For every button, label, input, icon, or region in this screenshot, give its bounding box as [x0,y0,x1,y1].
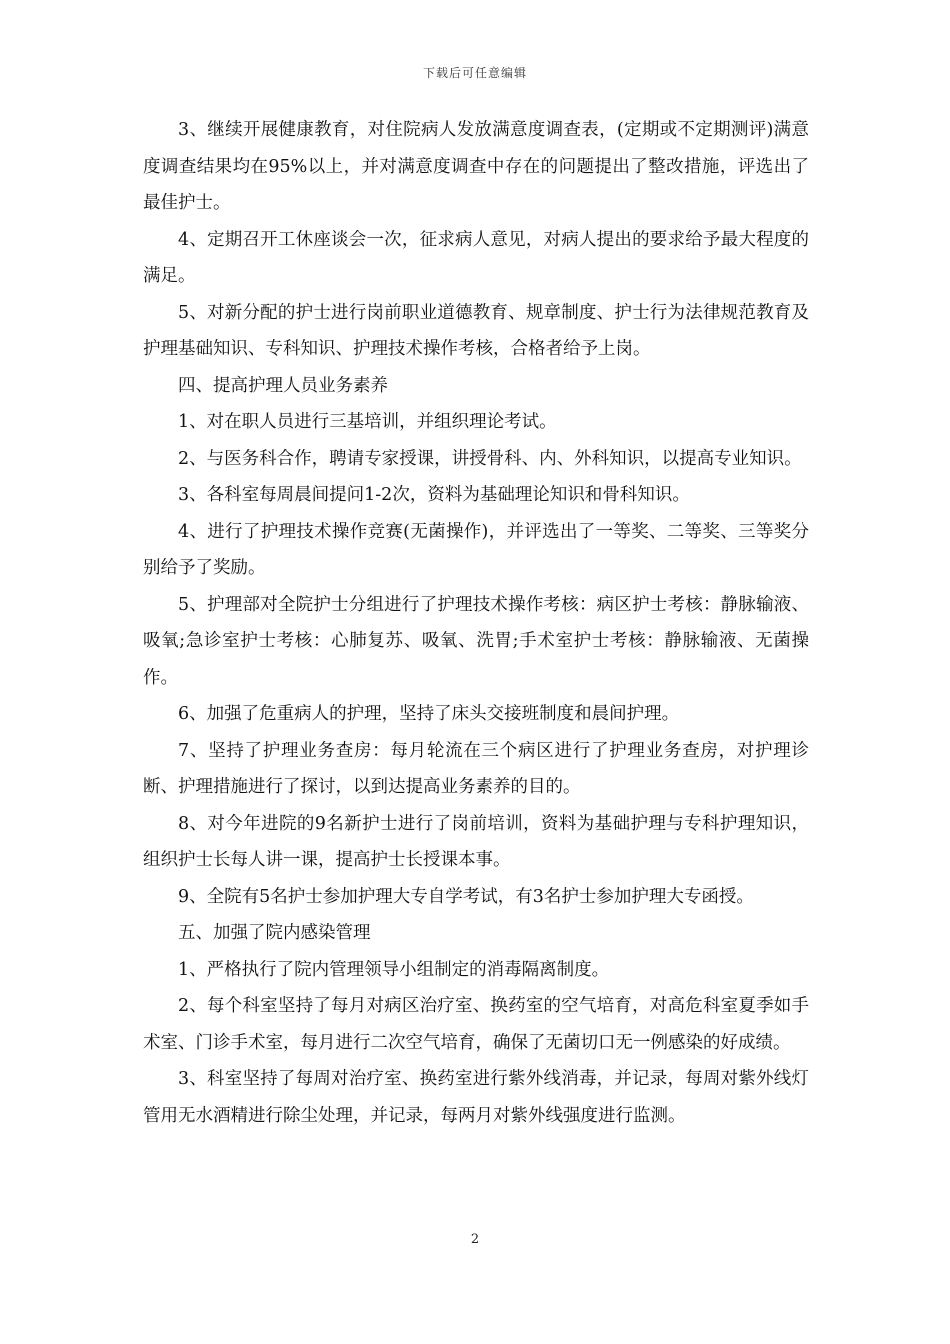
paragraph: 3、继续开展健康教育，对住院病人发放满意度调查表，(定期或不定期测评)满意度调查结果均在95%以上，并对满意度调查中存在的问题提出了整改措施，评选出了最佳护士。 [143,120,809,213]
document-body [143,112,809,1134]
paragraph: 6、加强了危重病人的护理，坚持了床头交接班制度和晨间护理。 [178,704,680,724]
paragraph: 5、护理部对全院护士分组进行了护理技术操作考核：病区护士考核：静脉输液、吸氧;急诊室护士考核：心肺复苏、吸氧、洗胃;手术室护士考核：静脉输液、无菌操作。 [143,594,809,688]
paragraph: 5、对新分配的护士进行岗前职业道德教育、规章制度、护士行为法律规范教育及护理基础知识、专科知识、护理技术操作考核，合格者给予上岗。 [143,302,809,359]
paragraph: 4、定期召开工休座谈会一次，征求病人意见，对病人提出的要求给予最大程度的满足。 [143,229,809,286]
paragraph: 8、对今年进院的9名新护士进行了岗前培训，资料为基础护理与专科护理知识，组织护士长每人讲一课，提高护士长授课本事。 [143,813,809,870]
paragraph: 2、与医务科合作，聘请专家授课，讲授骨科、内、外科知识，以提高专业知识。 [178,448,802,469]
page-header: 下载后可任意编辑 [422,66,527,80]
paragraph: 3、科室坚持了每周对治疗室、换药室进行紫外线消毒，并记录，每周对紫外线灯管用无水酒精进行除尘处理，并记录，每两月对紫外线强度进行监测。 [143,1069,809,1126]
section-heading: 五、加强了院内感染管理 [178,923,371,943]
paragraph: 1、对在职人员进行三基培训，并组织理论考试。 [178,412,557,432]
paragraph: 1、严格执行了院内管理领导小组制定的消毒隔离制度。 [178,959,610,980]
paragraph: 7、坚持了护理业务查房：每月轮流在三个病区进行了护理业务查房，对护理诊断、护理措施进行了探讨，以到达提高业务素养的目的。 [143,740,809,797]
section-heading: 四、提高护理人员业务素养 [178,375,388,396]
paragraph: 4、进行了护理技术操作竞赛(无菌操作)，并评选出了一等奖、二等奖、三等奖分别给予了奖励。 [143,521,809,578]
paragraph: 9、全院有5名护士参加护理大专自学考试，有3名护士参加护理大专函授。 [178,886,754,907]
paragraph: 3、各科室每周晨间提问1-2次，资料为基础理论知识和骨科知识。 [178,485,690,505]
paragraph: 2、每个科室坚持了每月对病区治疗室、换药室的空气培育，对高危科室夏季如手术室、门诊手术室，每月进行二次空气培育，确保了无菌切口无一例感染的好成绩。 [143,996,809,1053]
page-number: 2 [470,1232,480,1247]
